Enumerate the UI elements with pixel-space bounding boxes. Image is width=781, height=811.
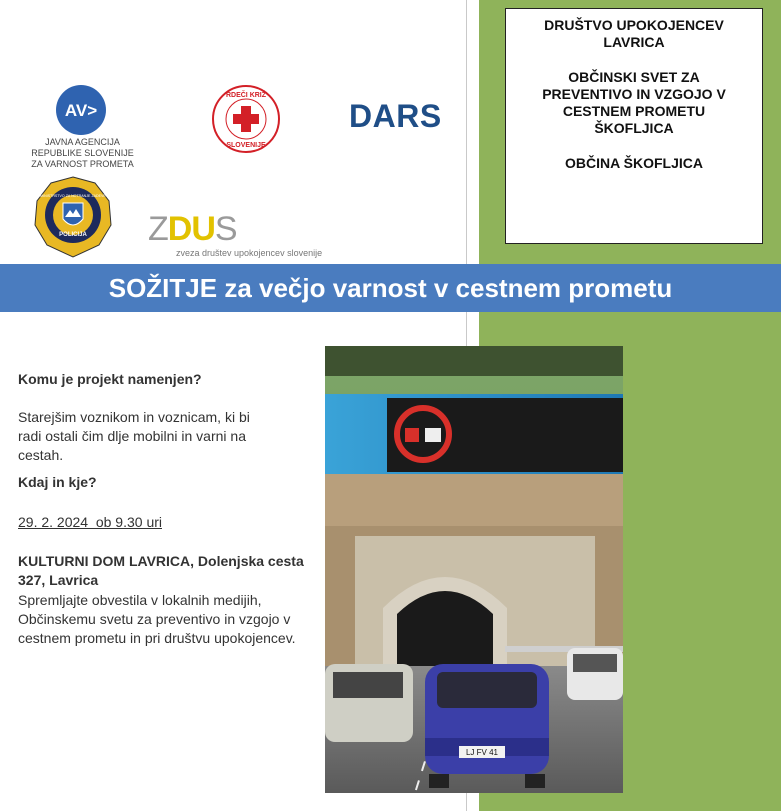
organizers-box [505, 8, 763, 244]
answer-who: Starejšim voznikom in voznicam, ki bi radi ostali čim dlje mobilni in varni na cestah. [18, 409, 250, 463]
avp-mark: AV> [64, 101, 98, 120]
banner-title: SOŽITJE za večjo varnost v cestnem prometu [108, 272, 673, 303]
dars-logo: DARS [349, 98, 442, 134]
police-ring-text: MINISTRSTVO ZA NOTRANJE ZADEVE [40, 194, 106, 198]
question-who: Komu je projekt namenjen? [18, 371, 202, 387]
zdus-caption: zveza društev upokojencev slovenije [176, 248, 323, 258]
zdus-z: Z [148, 210, 168, 248]
organizer-2: OBČINSKI SVET ZA PREVENTIVO IN VZGOJO V CESTNEM PROMETU ŠKOFLJICA [542, 69, 726, 136]
red-cross-bottom-text: SLOVENIJE [226, 142, 266, 149]
red-cross-top-text: RDEČI KRIŽ [225, 92, 267, 99]
zdus-du: DU [167, 210, 215, 248]
event-date: 29. 2. 2024 ob 9.30 uri [18, 514, 162, 530]
tunnel-photo [325, 346, 623, 793]
police-badge [33, 175, 113, 259]
organizer-1: DRUŠTVO UPOKOJENCEV LAVRICA [544, 17, 724, 50]
organizer-3: OBČINA ŠKOFLJICA [565, 155, 703, 171]
event-venue: KULTURNI DOM LAVRICA, Dolenjska cesta 327, Lavrica [18, 553, 304, 588]
police-text: POLICIJA [59, 232, 87, 238]
question-when: Kdaj in kje? [18, 474, 97, 490]
info-note: Spremljajte obvestila v lokalnih medijih, Občinskemu svetu za preventivo in vzgojo v cestnem prometu in pri društvu upokojencev. [18, 592, 296, 646]
avp-caption: JAVNA AGENCIJA REPUBLIKE SLOVENIJE ZA VARNOST PROMETA [31, 137, 134, 169]
red-cross-logo [211, 84, 281, 154]
license-plate: LJ FV 41 [465, 748, 499, 757]
zdus-s: S [214, 210, 237, 248]
avp-logo [55, 84, 107, 136]
zdus-logo [148, 210, 237, 249]
title-banner [0, 264, 781, 312]
